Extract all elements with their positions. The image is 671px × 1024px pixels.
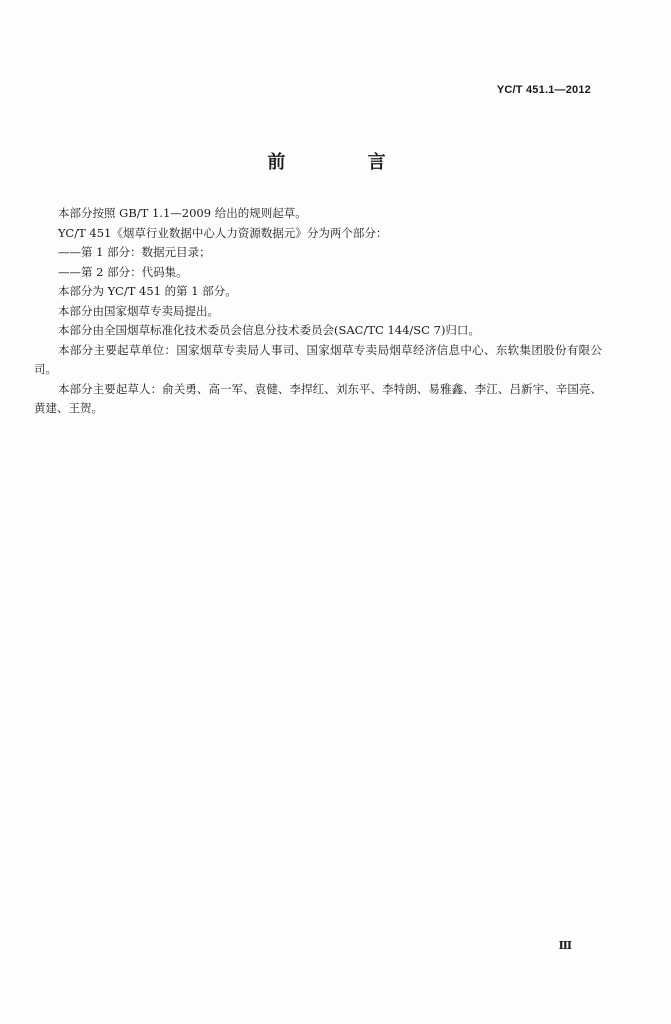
list-item: ——第 1 部分：数据元目录； [58, 245, 211, 259]
paragraph: 本部分由国家烟草专卖局提出。 [58, 303, 219, 318]
paragraph: 本部分为 YC/T 451 的第 1 部分。 [58, 284, 237, 298]
paragraph: YC/T 451《烟草行业数据中心人力资源数据元》分为两个部分： [58, 225, 388, 240]
paragraph: 本部分按照 GB/T 1.1—2009 给出的规则起草。 [58, 206, 307, 220]
foreword-body [34, 204, 602, 419]
standard-code: YC/T 451.1—2012 [496, 84, 591, 96]
page-title: 前 言 [267, 152, 424, 173]
list-item: ——第 2 部分：代码集。 [58, 264, 188, 279]
paragraph: 本部分由全国烟草标准化技术委员会信息分技术委员会(SAC/TC 144/SC 7)归口。 [58, 323, 480, 337]
page-number: Ⅲ [558, 939, 572, 952]
paragraph: 本部分主要起草单位：国家烟草专卖局人事司、国家烟草专卖局烟草经济信息中心、东软集团股份有限公司。 [34, 342, 602, 376]
paragraph: 本部分主要起草人：俞关勇、高一军、袁健、李捍红、刘东平、李特朗、易雅鑫、李江、吕新宇、辛国亮、黄建、王贺。 [34, 381, 602, 415]
